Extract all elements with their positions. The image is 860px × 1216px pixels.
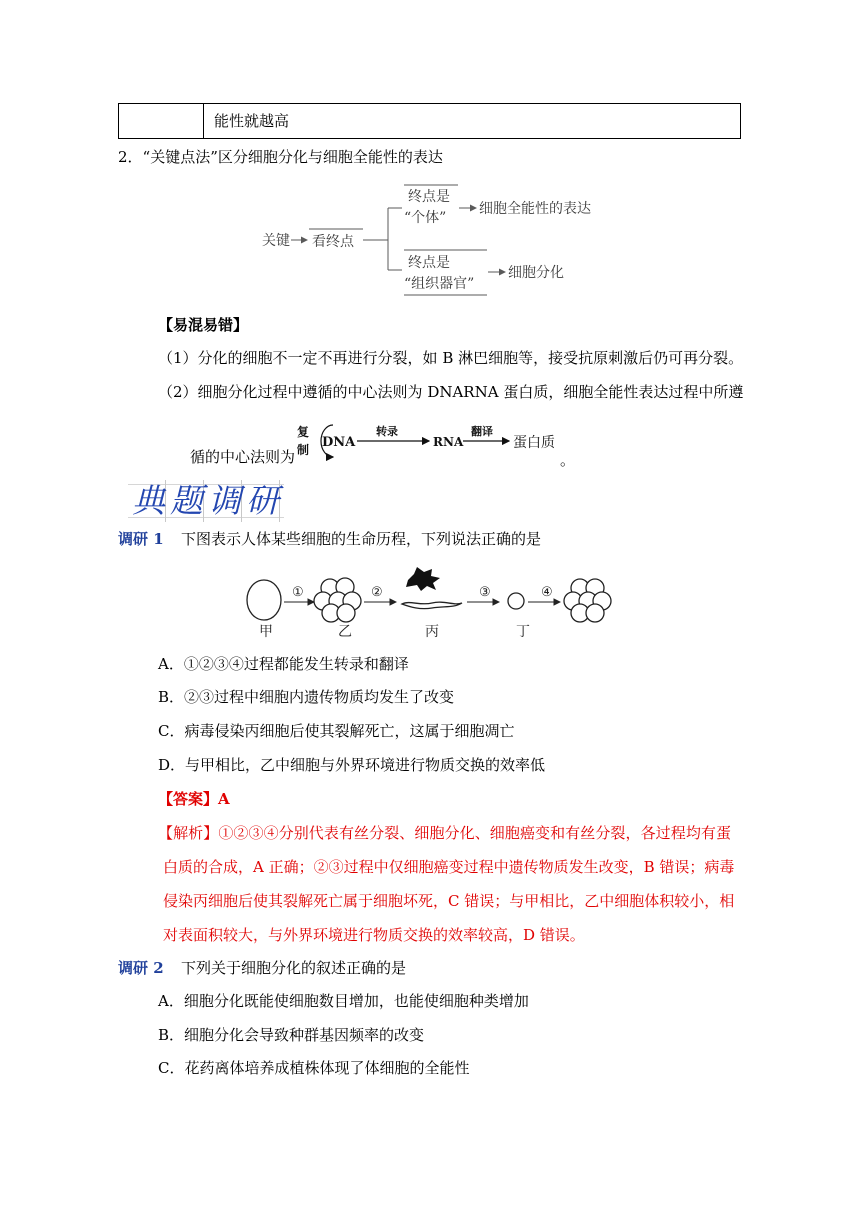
section-banner [128, 480, 284, 522]
question-1-analysis-line: 【解析】①②③④分别代表有丝分裂、细胞分化、细胞癌变和有丝分裂，各过程均有蛋 [158, 824, 731, 842]
question-1-option-c: C．病毒侵染丙细胞后使其裂解死亡，这属于细胞凋亡 [158, 722, 515, 740]
central-dogma-figure [295, 418, 563, 472]
question-1-option-b: B．②③过程中细胞内遗传物质均发生了改变 [158, 688, 455, 706]
question-1-analysis-line: 白质的合成，A 正确；②③过程中仅细胞癌变过程中遗传物质发生改变，B 错误；病毒 [163, 858, 735, 876]
cell-bing [402, 602, 462, 609]
section-heading: 2．“关键点法”区分细胞分化与细胞全能性的表达 [118, 148, 443, 166]
branch-top-result: 细胞全能性的表达 [479, 201, 591, 217]
question-1-analysis-line: 对表面积较大，与外界环境进行物质交换的效率较高，D 错误。 [163, 926, 585, 944]
dna-label: DNA [322, 435, 356, 450]
banner-text: 典题调研 [132, 481, 284, 520]
question-1-analysis-line: 侵染丙细胞后使其裂解死亡属于细胞坏死，C 错误；与甲相比，乙中细胞体积较小，相 [163, 892, 735, 910]
branch-top-condition-line1: 终点是 [408, 189, 450, 205]
branch-bottom-condition-line1: 终点是 [408, 255, 450, 271]
step-3-label: ③ [479, 585, 491, 600]
branch-bottom-condition-line2: “组织器官” [404, 276, 475, 292]
cell-jia [247, 580, 281, 620]
question-1-label: 调研 1 [118, 530, 164, 548]
cell-cluster-yi [314, 578, 361, 622]
rna-label: RNA [433, 435, 464, 449]
branch-bottom-result: 细胞分化 [508, 265, 564, 281]
question-1-stem: 下图表示人体某些细胞的生命历程，下列说法正确的是 [181, 530, 542, 548]
tips-item-2-line1: （2）细胞分化过程中遵循的中心法则为 DNARNA 蛋白质，细胞全能性表达过程中所遵 [158, 383, 744, 401]
question-2-option-a: A．细胞分化既能使细胞数目增加，也能使细胞种类增加 [158, 992, 529, 1010]
cell-life-history-diagram [240, 560, 620, 645]
diagram-node-label: 看终点 [312, 234, 354, 250]
diagram-root-label: 关键 [262, 233, 290, 249]
table-row [118, 103, 741, 139]
label-bing: 丙 [425, 624, 439, 640]
question-1-option-d: D．与甲相比，乙中细胞与外界环境进行物质交换的效率低 [158, 756, 546, 774]
translation-label: 翻译 [471, 425, 493, 438]
question-2-label: 调研 2 [118, 959, 164, 977]
cluster-cell [586, 604, 604, 622]
branch-top-condition-line2: “个体” [404, 210, 447, 226]
cell-cluster-final [564, 579, 611, 622]
label-yi: 乙 [338, 624, 352, 640]
transcription-label: 转录 [376, 425, 398, 438]
step-1-label: ① [292, 585, 304, 600]
question-2-option-b: B．细胞分化会导致种群基因频率的改变 [158, 1026, 425, 1044]
step-4-label: ④ [541, 585, 553, 600]
cell-ding [508, 593, 524, 609]
replication-char-1: 复 [297, 425, 310, 439]
tips-item-2-line2-prefix: 循的中心法则为 [190, 448, 296, 466]
table-left-cell [119, 104, 204, 138]
label-jia: 甲 [259, 624, 273, 640]
question-2-option-c: C．花药离体培养成植株体现了体细胞的全能性 [158, 1059, 470, 1077]
question-1-answer: 【答案】A [158, 790, 230, 808]
tips-heading: 【易混易错】 [158, 316, 249, 334]
tips-item-2-suffix: 。 [560, 451, 576, 469]
cluster-cell [337, 604, 355, 622]
step-2-label: ② [371, 585, 383, 600]
label-ding: 丁 [516, 624, 530, 640]
replication-char-2: 制 [297, 443, 310, 457]
table-right-cell: 能性就越高 [214, 112, 290, 130]
key-point-diagram [255, 180, 615, 302]
question-2-stem: 下列关于细胞分化的叙述正确的是 [181, 959, 407, 977]
question-1-option-a: A．①②③④过程都能发生转录和翻译 [158, 655, 409, 673]
virus-icon [406, 567, 440, 591]
tips-item-1: （1）分化的细胞不一定不再进行分裂，如 B 淋巴细胞等，接受抗原刺激后仍可再分裂。 [158, 349, 744, 367]
protein-label: 蛋白质 [513, 435, 555, 451]
